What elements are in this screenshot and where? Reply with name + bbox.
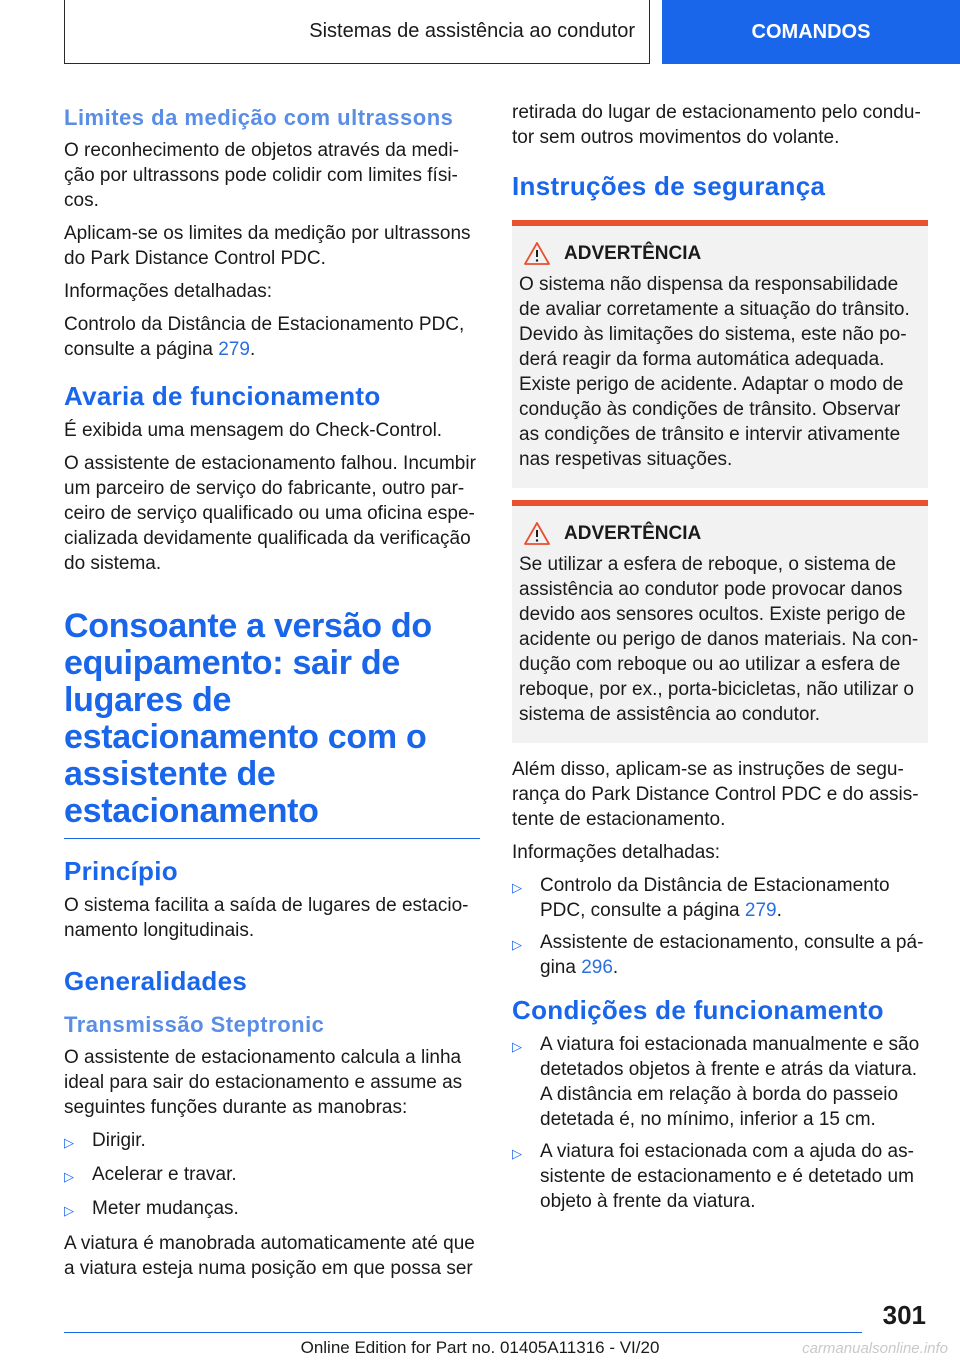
warning-text: O sistema não dispensa da responsabilidade de avaliar corretamente a situação do trânsito. Devido às limitações do sistema, este não po-derá reagir da forma automática adequada. Existe perigo de acidente. Adaptar o modo de condução às condições de trânsito. Observar as condições de trânsito e intervir ativamente nas respetivas situações. [519,274,910,470]
list-item-text: A viatura foi estacionada manualmente e são detetados objetos à frente e atrás da viatura. A distância em relação à borda do passeio detetada é, no mínimo, inferior a 15 cm. [540,1034,920,1130]
left-column [64,100,480,1289]
heading-generalidades: Generalidades [64,966,248,996]
paragraph: Além disso, aplicam-se as instruções de segu-rança do Park Distance Control PDC e do assis-tente de estacionamento. [512,759,919,830]
heading-limites: Limites da medição com ultrassons [64,105,454,130]
warning-header [519,522,921,545]
page-link-279[interactable]: 279 [744,900,777,921]
page-number: 301 [882,1300,926,1330]
list-item [512,930,928,980]
paragraph: retirada do lugar de estacionamento pelo condu-tor sem outros movimentos do volante. [512,102,921,148]
paragraph: Informações detalhadas: [512,842,721,863]
footer-edition: Online Edition for Part no. 01405A11316 - VI/20 [300,1338,660,1357]
paragraph: Aplicam-se os limites da medição por ultrassons do Park Distance Control PDC. [64,223,471,269]
paragraph: Informações detalhadas: [64,281,273,302]
bullet-triangle-icon: ▷ [512,880,522,895]
list-item [512,1032,928,1132]
paragraph: O assistente de estacionamento falhou. Incumbir um parceiro de serviço do fabricante, outro par-ceiro de serviço qualificado ou uma oficina espe-cializada devidamente qualificada da verificação do sistema. [64,453,476,574]
heading-principio: Princípio [64,856,178,886]
paragraph: É exibida uma mensagem do Check-Control. [64,420,443,441]
bullet-triangle-icon: ▷ [64,1135,74,1150]
bullet-list [64,1128,480,1223]
list-item-text: Dirigir. [92,1130,146,1151]
list-item [64,1128,480,1155]
section-title: Sistemas de assistência ao condutor [309,20,635,42]
chapter-tab-label: COMANDOS [751,20,871,43]
warning-text: Se utilizar a esfera de reboque, o sistema de assistência ao condutor pode provocar danos devido aos sensores ocultos. Existe perigo de acidente ou perigo de danos materiais. Na con-dução com reboque ou ao utilizar a esfera de reboque, por ex., porta-bicicletas, não utilizar o sistema de assistência ao condutor. [519,554,919,725]
paragraph: O sistema facilita a saída de lugares de estacio-namento longitudinais. [64,895,469,941]
warning-header [519,242,921,265]
heading-steptronic: Transmissão Steptronic [64,1012,325,1037]
list-item-text: A viatura foi estacionada com a ajuda do as-sistente de estacionamento e é detetado um objeto à frente da viatura. [540,1141,914,1212]
conditions-list [512,1032,928,1214]
page-link-279[interactable]: 279 [218,339,250,360]
warning-triangle-icon [524,522,550,545]
list-item-text [540,873,928,923]
right-column [512,100,928,1222]
paragraph: O reconhecimento de objetos através da medi-ção por ultrassons pode colidir com limites físi-cos. [64,140,459,211]
bullet-triangle-icon: ▷ [64,1169,74,1184]
reference-list [512,873,928,980]
reference-text: Controlo da Distância de Estacionamento PDC, consulte a página [540,875,890,921]
page-link-296[interactable]: 296 [581,957,613,978]
bullet-triangle-icon: ▷ [512,937,522,952]
heading-seguranca: Instruções de segurança [512,171,826,201]
reference-text: Controlo da Distância de Estacionamento PDC, consulte a página [64,314,465,360]
reference-text: Assistente de estacionamento, consulte a pá-gina [540,932,924,978]
paragraph: A viatura é manobrada automaticamente até que a viatura esteja numa posição em que possa ser [64,1233,475,1279]
bullet-triangle-icon: ▷ [512,1039,522,1054]
warning-box [512,500,928,743]
reference-end: . [612,957,619,978]
chapter-tab[interactable] [662,0,960,64]
heading-main: Consoante a versão do equipamento: sair de lugares de estacionamento com o assistente de estacionamento [64,608,480,839]
list-item [512,1139,928,1214]
reference-end: . [776,900,782,921]
warning-box [512,220,928,488]
warning-triangle-icon [524,242,550,265]
reference-end: . [249,339,256,360]
paragraph: O assistente de estacionamento calcula a linha ideal para sair do estacionamento e assume as seguintes funções durante as manobras: [64,1047,463,1118]
paragraph-reference [64,312,480,362]
list-item-text: Acelerar e travar. [92,1164,237,1185]
list-item [512,873,928,923]
list-item [64,1162,480,1189]
list-item [64,1196,480,1223]
warning-title: ADVERTÊNCIA [564,242,702,264]
list-item-text [540,930,928,980]
footer-divider [64,1332,862,1333]
bullet-triangle-icon: ▷ [512,1146,522,1161]
warning-title: ADVERTÊNCIA [564,522,702,544]
heading-avaria: Avaria de funcionamento [64,381,381,411]
list-item-text: Meter mudanças. [92,1198,239,1219]
header-section-title [64,0,650,64]
watermark: carmanualsonline.info [802,1340,948,1357]
bullet-triangle-icon: ▷ [64,1203,74,1218]
heading-condicoes: Condições de funcionamento [512,995,884,1025]
